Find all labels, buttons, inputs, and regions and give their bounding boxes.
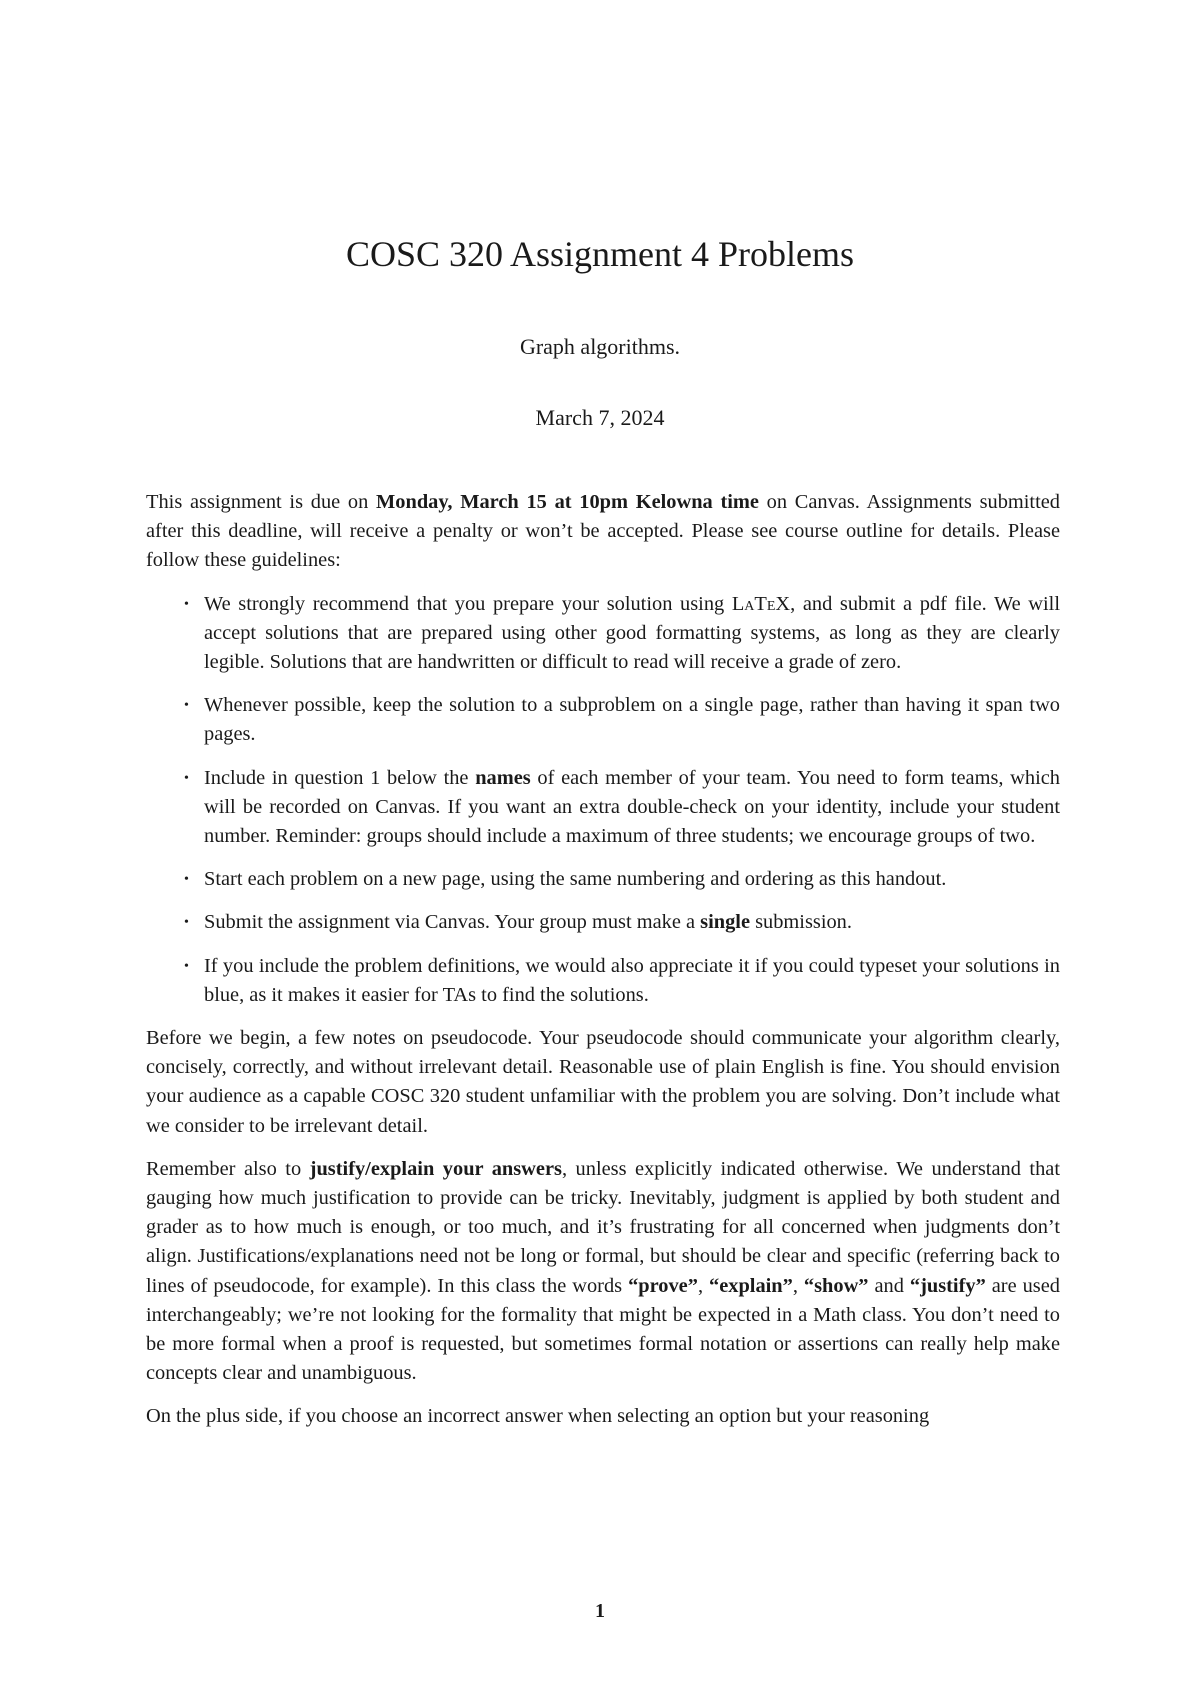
bullet-icon: • bbox=[184, 958, 189, 974]
guideline-text: If you include the problem definitions, we would also appreciate it if you could typeset your solutions in blue, as it makes it easier for TAs to find the solutions. bbox=[204, 954, 1060, 1006]
document-date: March 7, 2024 bbox=[535, 405, 665, 430]
word-justify: “justify” bbox=[909, 1274, 986, 1297]
separator: , bbox=[697, 1274, 709, 1297]
word-show: “show” bbox=[803, 1274, 869, 1297]
guideline-item bbox=[184, 865, 1060, 894]
separator: , bbox=[792, 1274, 804, 1297]
guideline-text-b: submission. bbox=[750, 911, 852, 934]
guideline-item bbox=[184, 691, 1060, 749]
bullet-icon: • bbox=[184, 915, 189, 931]
single-emphasis: single bbox=[700, 911, 750, 934]
separator: and bbox=[868, 1274, 910, 1297]
guideline-text-a: Submit the assignment via Canvas. Your group must make a bbox=[204, 911, 701, 934]
latex-logo: LaTeX bbox=[731, 592, 791, 615]
justify-text-b: , unless explicitly indicated otherwise. We understand that gauging how much justification to provide can be tricky. Inevitably, judgment is applied by both student and grader as to how much is enough, or too much, and it’s frustrating for all concerned when judgments don’t align. Justifications/explanations need not be long or formal, but should be clear and specific (referring back to lines of pseudocode, for example). In this class the words bbox=[146, 1157, 1060, 1297]
justify-emphasis: justify/explain your answers bbox=[309, 1157, 562, 1180]
guideline-text-b: , and submit a pdf file. We will accept solutions that are prepared using other good formatting systems, as long as they are clearly legible. Solutions that are handwritten or difficult to read will receive a grade of zero. bbox=[204, 592, 1060, 674]
bullet-icon: • bbox=[184, 770, 189, 786]
guidelines-list bbox=[146, 590, 1060, 1010]
justify-text-c: are used interchangeably; we’re not looking for the formality that might be expected in a Math class. You don’t need to be more formal when a proof is requested, but sometimes formal notation or assertions can really help make concepts clear and unambiguous. bbox=[146, 1274, 1060, 1385]
justify-text-a: Remember also to bbox=[146, 1157, 310, 1180]
plus-side-paragraph: On the plus side, if you choose an incorrect answer when selecting an option but your reasoning bbox=[146, 1405, 930, 1428]
guideline-text: Whenever possible, keep the solution to a subproblem on a single page, rather than having it span two pages. bbox=[204, 694, 1060, 746]
guideline-item bbox=[184, 764, 1060, 852]
guideline-text: Start each problem on a new page, using the same numbering and ordering as this handout. bbox=[204, 868, 947, 891]
justify-paragraph bbox=[146, 1155, 1060, 1389]
intro-text-a: This assignment is due on bbox=[146, 491, 377, 513]
word-prove: “prove” bbox=[628, 1274, 698, 1297]
bullet-icon: • bbox=[184, 872, 189, 888]
page-number: 1 bbox=[595, 1600, 605, 1622]
document-body bbox=[146, 488, 1060, 1446]
intro-paragraph bbox=[146, 488, 1060, 576]
guideline-text-b: of each member of your team. You need to form teams, which will be recorded on Canvas. If you want an extra double-check on your identity, include your student number. Reminder: groups should include a maximum of three students; we encourage groups of two. bbox=[204, 766, 1060, 848]
guideline-item bbox=[184, 908, 1060, 937]
bullet-icon: • bbox=[184, 698, 189, 714]
bullet-icon: • bbox=[184, 596, 189, 612]
guideline-item bbox=[184, 590, 1060, 678]
document-subtitle: Graph algorithms. bbox=[519, 334, 681, 359]
guideline-text-a: We strongly recommend that you prepare your solution using bbox=[204, 592, 732, 615]
guideline-text-a: Include in question 1 below the bbox=[204, 766, 476, 789]
word-explain: “explain” bbox=[709, 1274, 793, 1297]
document-title: COSC 320 Assignment 4 Problems bbox=[345, 234, 855, 274]
intro-text-b: on Canvas. Assignments submitted after this deadline, will receive a penalty or won’t be accepted. Please see course outline for details. Please follow these guidelines: bbox=[146, 491, 1060, 572]
due-date-emphasis: Monday, March 15 at 10pm Kelowna time bbox=[376, 491, 759, 513]
names-emphasis: names bbox=[475, 766, 531, 789]
guideline-item bbox=[184, 952, 1060, 1010]
pseudocode-paragraph: Before we begin, a few notes on pseudocode. Your pseudocode should communicate your algorithm clearly, concisely, correctly, and without irrelevant detail. Reasonable use of plain English is fine. You should envision your audience as a capable COSC 320 student unfamiliar with the problem you are solving. Don’t include what we consider to be irrelevant detail. bbox=[146, 1027, 1060, 1137]
